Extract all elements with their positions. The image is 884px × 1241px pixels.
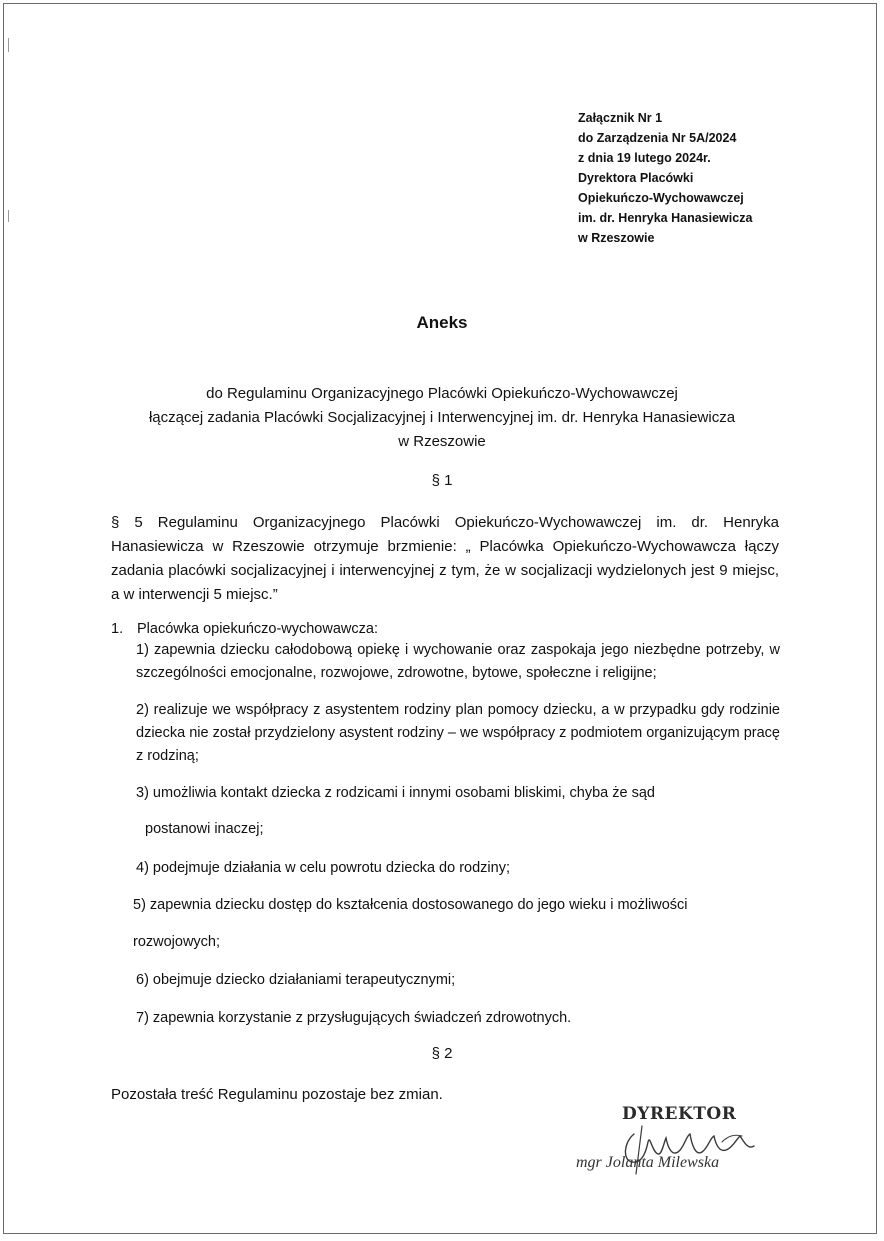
header-line: Dyrektora Placówki (578, 171, 694, 185)
header-line: do Zarządzenia Nr 5A/2024 (578, 131, 737, 145)
header-line: w Rzeszowie (578, 231, 655, 245)
document-subtitle (0, 382, 884, 454)
section-1-mark: § 1 (431, 472, 453, 489)
list-item: 1) zapewnia dziecku całodobową opiekę i wychowanie oraz zaspokaja jego niezbędne potrzeby, w szczególności emocjonalne, rozwojowe, zdrowotne, bytowe, społeczne i religijne; (136, 642, 780, 681)
director-signature-block (572, 1104, 782, 1194)
scan-edge-mark (8, 210, 9, 222)
stamp-title: DYREKTOR (622, 1104, 737, 1124)
list-item-continuation: rozwojowych; (133, 934, 221, 950)
header-line: im. dr. Henryka Hanasiewicza (578, 211, 753, 225)
list-heading-text: Placówka opiekuńczo-wychowawcza: (137, 621, 378, 637)
header-line: z dnia 19 lutego 2024r. (578, 151, 711, 165)
section-2-mark: § 2 (431, 1045, 453, 1062)
subtitle-line: łączącej zadania Placówki Socjalizacyjnej i Interwencyjnej im. dr. Henryka Hanasiewicza (148, 409, 736, 426)
list-item: 6) obejmuje dziecko działaniami terapeutycznymi; (136, 972, 456, 988)
list-item: 5) zapewnia dziecku dostęp do kształcenia dostosowanego do jego wieku i możliwości (133, 897, 688, 913)
closing-sentence: Pozostała treść Regulaminu pozostaje bez zmian. (111, 1086, 443, 1103)
header-line: Załącznik Nr 1 (578, 111, 663, 125)
intro-paragraph: § 5 Regulaminu Organizacyjnego Placówki Opiekuńczo-Wychowawczej im. dr. Henryka Hanasiewicza w Rzeszowie otrzymuje brzmienie: „ Placówka Opiekuńczo-Wychowawcza łączy zadania placówki socjalizacyjnej i interwencyjnej z tym, że w socjalizacji wydzielonych jest 9 miejsc, a w interwencji 5 miejsc.” (111, 514, 779, 603)
list-item: 4) podejmuje działania w celu powrotu dziecka do rodziny; (136, 860, 510, 876)
subtitle-line: do Regulaminu Organizacyjnego Placówki Opiekuńczo-Wychowawczej (206, 385, 678, 402)
list-heading (111, 621, 378, 637)
attachment-header (578, 108, 752, 248)
scan-edge-mark (8, 38, 9, 52)
list-item: 7) zapewnia korzystanie z przysługujących świadczeń zdrowotnych. (136, 1010, 572, 1026)
list-item: 3) umożliwia kontakt dziecka z rodzicami i innymi osobami bliskimi, chyba że sąd (136, 785, 655, 801)
subtitle-line: w Rzeszowie (398, 433, 486, 450)
list-number: 1. (111, 621, 124, 637)
list-item: 2) realizuje we współpracy z asystentem rodziny plan pomocy dziecku, a w przypadku gdy rodzinie dziecka nie został przydzielony asystent rodziny – we współpracy z podmiotem organizującym pracę z rodziną; (136, 702, 780, 764)
document-title: Aneks (416, 313, 468, 332)
list-item-continuation: postanowi inaczej; (145, 821, 264, 837)
header-line: Opiekuńczo-Wychowawczej (578, 191, 744, 205)
stamp-name: mgr Jolanta Milewska (576, 1154, 720, 1171)
